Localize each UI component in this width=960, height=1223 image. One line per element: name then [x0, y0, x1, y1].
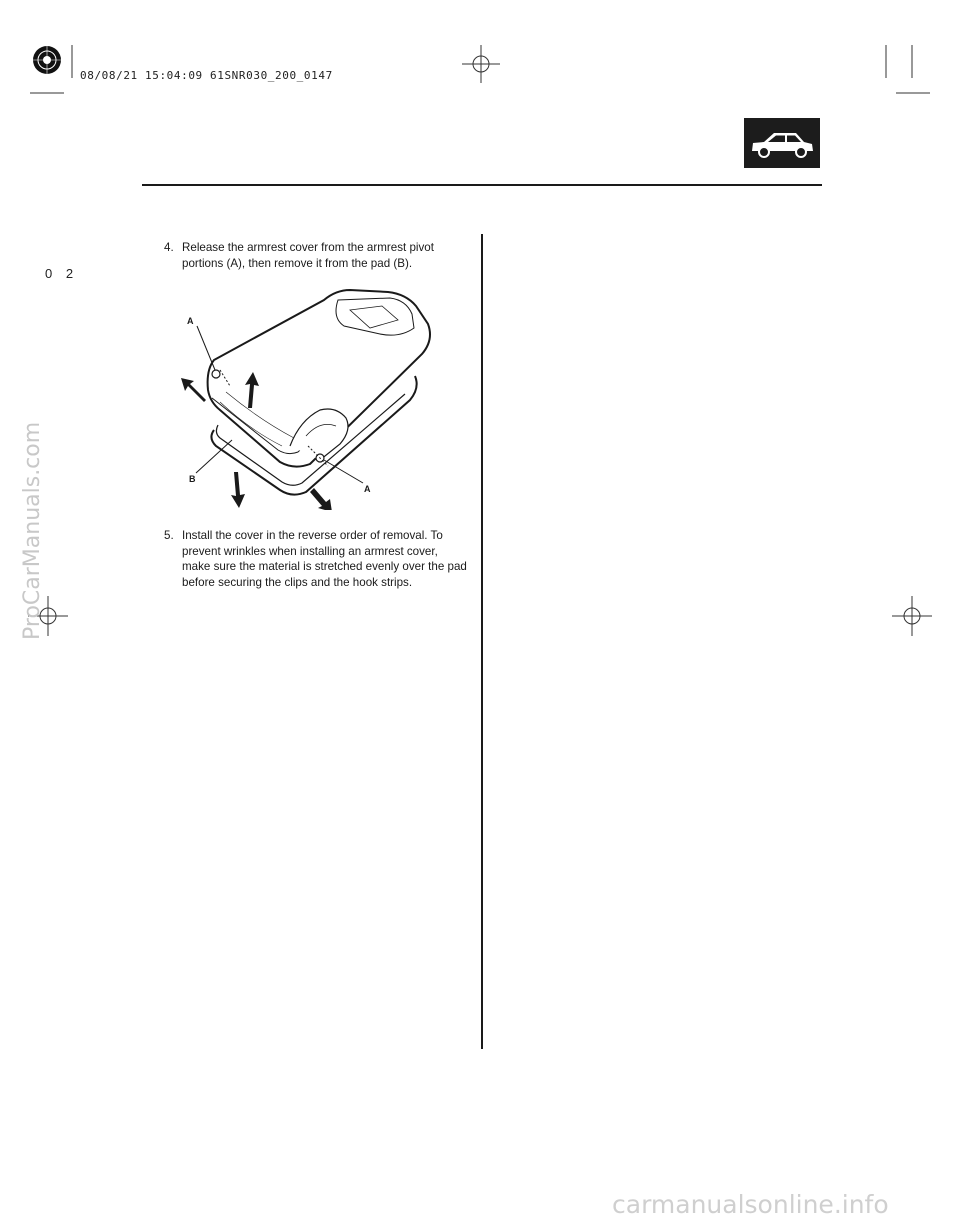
callout-a-bottom: A	[364, 484, 371, 494]
leader-line	[197, 326, 215, 370]
side-watermark: ProCarManuals.com	[20, 421, 45, 640]
callout-a-top: A	[187, 316, 194, 326]
step-text: Release the armrest cover from the armrest pivot portions (A), then remove it from the pad (B).	[182, 241, 434, 270]
bottom-watermark: carmanualsonline.info	[612, 1190, 889, 1219]
car-section-icon	[744, 118, 820, 168]
step-text: Install the cover in the reverse order of removal. To prevent wrinkles when installing an armrest cover, make sure the material is stretched evenly over the pad before securing the clips and the hook strips.	[182, 529, 467, 589]
crosshair-icon	[462, 45, 500, 83]
step-5	[164, 528, 469, 590]
step-number: 5.	[164, 529, 174, 542]
pivot-portion	[212, 370, 220, 378]
header-rule	[142, 184, 822, 186]
column-divider	[481, 234, 483, 1049]
step-4	[164, 240, 469, 271]
callout-b: B	[189, 474, 196, 484]
step-number: 4.	[164, 241, 174, 254]
print-stamp: 08/08/21 15:04:09 61SNR030_200_0147	[80, 69, 333, 82]
registration-target-icon	[33, 46, 61, 74]
armrest-figure	[160, 270, 470, 510]
crosshair-icon	[892, 596, 932, 636]
page-code: 0 2	[45, 266, 79, 281]
section-badge	[744, 118, 820, 168]
